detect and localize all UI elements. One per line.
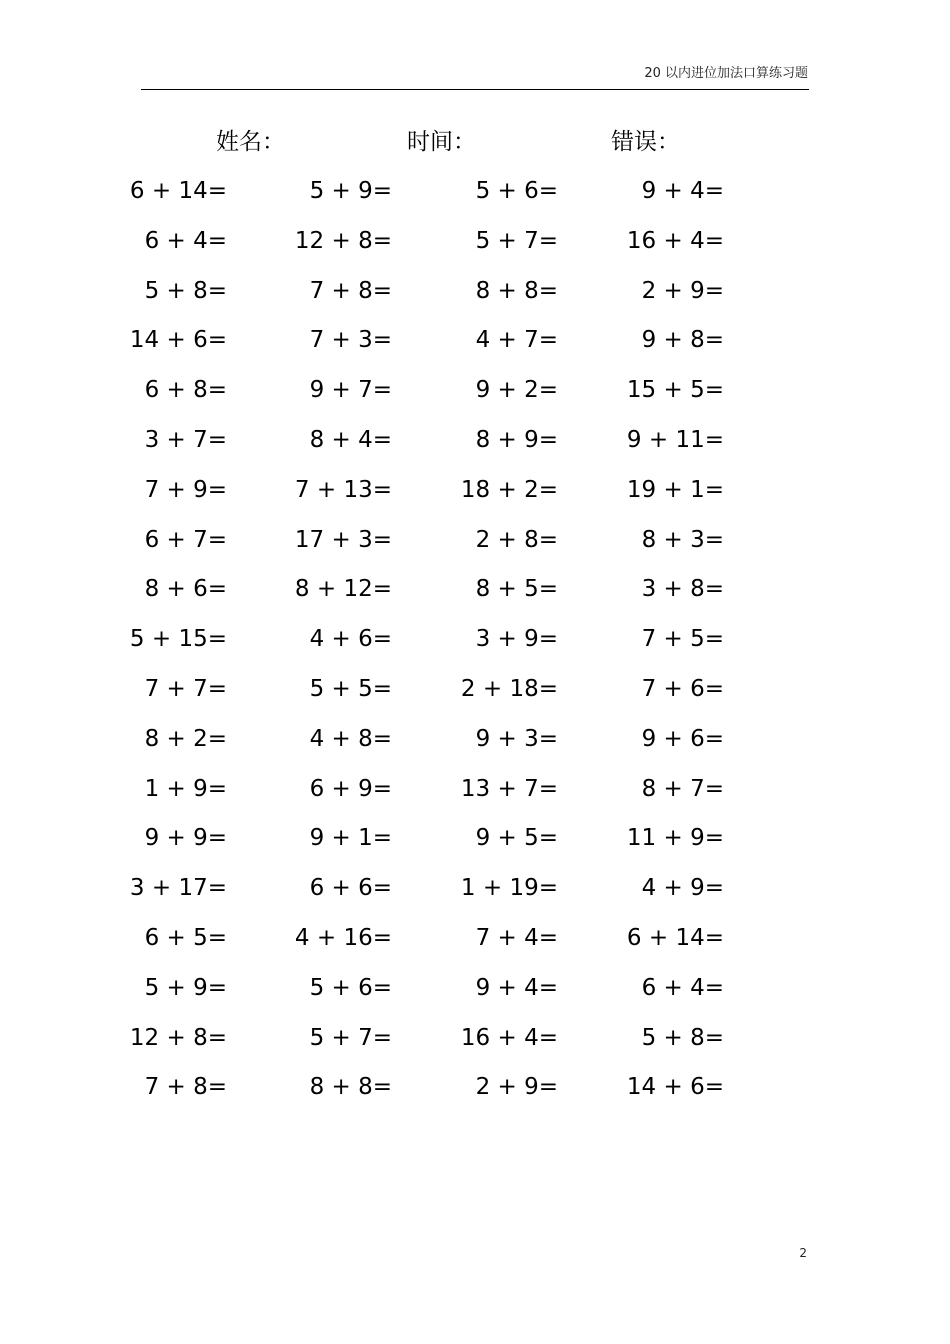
problem-item: 2 + 9= (475, 1074, 558, 1101)
problem-item: 5 + 9= (144, 974, 227, 1001)
problem-item: 9 + 3= (475, 725, 558, 752)
problem-item: 9 + 4= (641, 178, 724, 204)
problem-row (0, 564, 950, 614)
problem-item: 6 + 5= (144, 924, 227, 951)
problem-item: 7 + 8= (144, 1074, 227, 1101)
problem-item: 1 + 19= (460, 875, 558, 902)
problem-row (0, 614, 950, 664)
problem-item: 9 + 11= (626, 426, 724, 453)
problem-item: 8 + 5= (475, 576, 558, 603)
problem-item: 8 + 2= (144, 725, 227, 752)
problem-row (0, 714, 950, 764)
problem-item: 5 + 7= (309, 1024, 392, 1051)
problem-item: 7 + 6= (641, 675, 724, 702)
problem-item: 19 + 1= (626, 476, 724, 503)
problem-item: 5 + 9= (309, 178, 392, 204)
problem-item: 9 + 6= (641, 725, 724, 752)
problem-item: 2 + 9= (641, 277, 724, 304)
problem-item: 5 + 15= (129, 626, 227, 653)
meta-row (0, 126, 950, 160)
problem-item: 8 + 8= (475, 277, 558, 304)
problem-item: 5 + 5= (309, 675, 392, 702)
problem-item: 12 + 8= (129, 1024, 227, 1051)
problem-item: 9 + 7= (309, 377, 392, 404)
problem-item: 3 + 8= (641, 576, 724, 603)
problem-item: 4 + 6= (309, 626, 392, 653)
errors-label: 错误： (611, 129, 680, 155)
problem-item: 14 + 6= (129, 327, 227, 354)
problem-item: 9 + 4= (475, 974, 558, 1001)
problem-item: 6 + 9= (309, 775, 392, 802)
problem-item: 12 + 8= (294, 227, 392, 254)
problem-row (0, 963, 950, 1013)
problem-item: 7 + 3= (309, 327, 392, 354)
problem-item: 16 + 4= (626, 227, 724, 254)
problem-item: 6 + 7= (144, 526, 227, 553)
problem-row (0, 216, 950, 266)
problem-item: 18 + 2= (460, 476, 558, 503)
problem-item: 9 + 5= (475, 825, 558, 852)
problem-grid (0, 166, 950, 1112)
page-header-title: 20 以内进位加法口算练习题 (644, 66, 808, 81)
problem-row (0, 365, 950, 415)
problem-item: 3 + 9= (475, 626, 558, 653)
problem-item: 8 + 12= (294, 576, 392, 603)
header-rule (141, 89, 809, 90)
problem-item: 5 + 6= (475, 178, 558, 204)
problem-item: 4 + 8= (309, 725, 392, 752)
name-label: 姓名： (216, 129, 285, 155)
problem-item: 2 + 8= (475, 526, 558, 553)
problem-item: 8 + 3= (641, 526, 724, 553)
problem-row (0, 415, 950, 465)
problem-item: 6 + 4= (144, 227, 227, 254)
problem-item: 6 + 6= (309, 875, 392, 902)
time-label: 时间： (407, 129, 476, 155)
problem-item: 7 + 7= (144, 675, 227, 702)
problem-row (0, 913, 950, 963)
problem-row (0, 813, 950, 863)
problem-item: 9 + 2= (475, 377, 558, 404)
problem-item: 8 + 8= (309, 1074, 392, 1101)
problem-item: 1 + 9= (144, 775, 227, 802)
problem-row (0, 266, 950, 316)
problem-item: 14 + 6= (626, 1074, 724, 1101)
problem-item: 13 + 7= (460, 775, 558, 802)
problem-item: 4 + 9= (641, 875, 724, 902)
problem-row (0, 1013, 950, 1063)
problem-item: 8 + 7= (641, 775, 724, 802)
problem-item: 5 + 8= (144, 277, 227, 304)
problem-item: 3 + 7= (144, 426, 227, 453)
problem-item: 8 + 6= (144, 576, 227, 603)
problem-item: 8 + 9= (475, 426, 558, 453)
problem-item: 8 + 4= (309, 426, 392, 453)
problem-item: 5 + 8= (641, 1024, 724, 1051)
problem-item: 4 + 7= (475, 327, 558, 354)
problem-item: 9 + 1= (309, 825, 392, 852)
problem-item: 7 + 5= (641, 626, 724, 653)
problem-item: 9 + 9= (144, 825, 227, 852)
problem-row (0, 315, 950, 365)
problem-item: 7 + 13= (294, 476, 392, 503)
problem-row (0, 166, 950, 216)
page-number: 2 (799, 1246, 807, 1260)
problem-item: 6 + 14= (129, 178, 227, 204)
problem-row (0, 1062, 950, 1112)
problem-row (0, 863, 950, 913)
problem-item: 6 + 8= (144, 377, 227, 404)
problem-item: 5 + 6= (309, 974, 392, 1001)
problem-row (0, 664, 950, 714)
problem-row (0, 465, 950, 515)
problem-item: 2 + 18= (460, 675, 558, 702)
problem-row (0, 515, 950, 565)
problem-item: 17 + 3= (294, 526, 392, 553)
problem-item: 3 + 17= (129, 875, 227, 902)
problem-item: 7 + 8= (309, 277, 392, 304)
problem-item: 7 + 9= (144, 476, 227, 503)
problem-item: 6 + 14= (626, 924, 724, 951)
problem-item: 15 + 5= (626, 377, 724, 404)
problem-item: 9 + 8= (641, 327, 724, 354)
problem-item: 7 + 4= (475, 924, 558, 951)
problem-item: 16 + 4= (460, 1024, 558, 1051)
problem-item: 11 + 9= (626, 825, 724, 852)
problem-item: 4 + 16= (294, 924, 392, 951)
problem-row (0, 764, 950, 814)
problem-item: 6 + 4= (641, 974, 724, 1001)
problem-item: 5 + 7= (475, 227, 558, 254)
